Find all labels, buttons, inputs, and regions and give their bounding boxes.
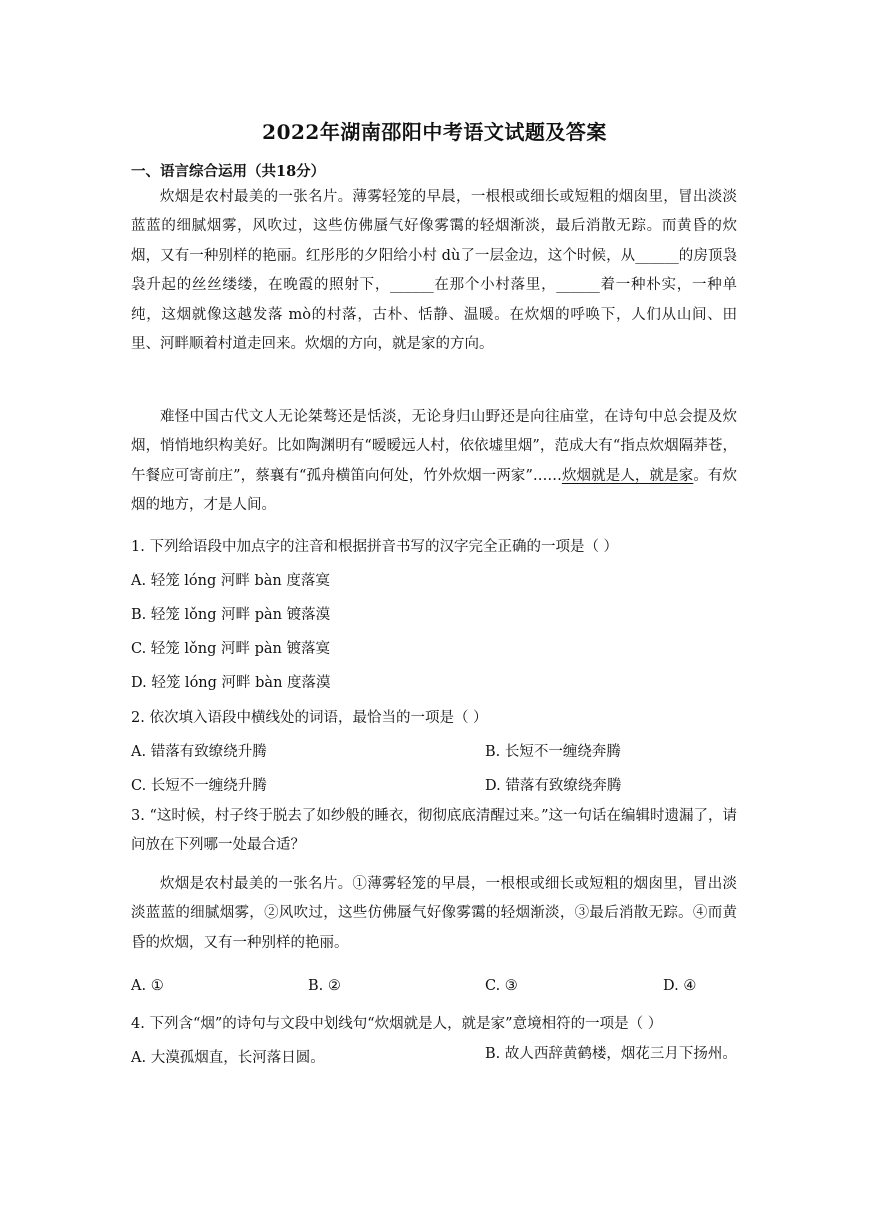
question-3-option-d: D. ④ bbox=[663, 978, 697, 994]
question-1-option-a: A. 轻笼 lóng 河畔 bàn 度落寞 bbox=[131, 573, 330, 589]
passage-paragraph-2-end: 。有炊烟的地方，才是人间。 bbox=[131, 467, 737, 514]
question-1-option-b: B. 轻笼 lǒng 河畔 pàn 镀落漠 bbox=[131, 607, 331, 623]
question-3-option-b: B. ② bbox=[308, 978, 341, 994]
question-3-stem: 3. “这时候，村子终于脱去了如纱般的睡衣，彻彻底底清醒过来。”这一句话在编辑时遗漏了，请问放在下列哪一处最合适？ bbox=[131, 808, 738, 854]
passage-paragraph-1: 炊烟是农村最美的一张名片。薄雾轻笼的早晨，一根根或细长或短粗的烟囱里，冒出淡淡蓝蓝的细腻烟雾，风吹过，这些仿佛蜃气好像雾霭的轻烟渐淡，最后消散无踪。而黄昏的炊烟，又有一种别样的艳丽。红彤彤的夕阳给小村 dù了一层金边，这个时候，从______的房顶袅袅升起的丝丝缕缕，在晚霞的照射下，______在那个小村落里，______着一种朴实，一种单纯，这烟就像这越发落 mò的村落，古朴、恬静、温暖。在炊烟的呼唤下，人们从山间、田里、河畔顺着村道走回来。炊烟的方向，就是家的方向。 bbox=[131, 189, 737, 353]
section-heading: 一、语言综合运用（共18分） bbox=[131, 163, 326, 180]
question-4-option-a: A. 大漠孤烟直，长河落日圆。 bbox=[131, 1050, 325, 1066]
passage-paragraph-2-text: 难怪中国古代文人无论桀骜还是恬淡，无论身归山野还是向往庙堂，在诗句中总会提及炊烟，悄悄地织构美好。比如陶渊明有“暧暧远人村，依依墟里烟”，范成大有“指点炊烟隔莽苍，午餐应可寄前庄”，蔡襄有“孤舟横笛向何处，竹外炊烟一两家”…… bbox=[131, 409, 737, 484]
question-3-option-c: C. ③ bbox=[485, 978, 518, 994]
passage-paragraph-2 bbox=[131, 403, 737, 521]
question-1-option-c: C. 轻笼 lǒng 河畔 pàn 镀落寞 bbox=[131, 641, 330, 657]
question-2-option-a: A. 错落有致缭绕升腾 bbox=[131, 744, 267, 760]
document-title: 2022年湖南邵阳中考语文试题及答案 bbox=[262, 120, 607, 144]
question-2-stem: 2. 依次填入语段中横线处的词语，最恰当的一项是（ ） bbox=[131, 710, 488, 726]
question-2-option-c: C. 长短不一缠绕升腾 bbox=[131, 778, 267, 794]
question-2-option-b: B. 长短不一缠绕奔腾 bbox=[485, 744, 621, 760]
question-3-passage: 炊烟是农村最美的一张名片。①薄雾轻笼的早晨，一根根或细长或短粗的烟囱里，冒出淡淡蓝蓝的细腻烟雾，②风吹过，这些仿佛蜃气好像雾霭的轻烟渐淡，③最后消散无踪。④而黄昏的炊烟，又有一种别样的艳丽。 bbox=[131, 876, 737, 951]
question-1-option-d: D. 轻笼 lóng 河畔 bàn 度落漠 bbox=[131, 675, 331, 691]
question-2-option-d: D. 错落有致缭绕奔腾 bbox=[485, 778, 622, 794]
question-4-stem: 4. 下列含“烟”的诗句与文段中划线句“炊烟就是人，就是家”意境相符的一项是（ ） bbox=[131, 1016, 663, 1032]
underlined-sentence: 炊烟就是人，就是家 bbox=[561, 467, 694, 484]
question-4-option-b: B. 故人西辞黄鹤楼，烟花三月下扬州。 bbox=[485, 1046, 737, 1062]
question-3-option-a: A. ① bbox=[131, 978, 164, 994]
question-1-stem: 1. 下列给语段中加点字的注音和根据拼音书写的汉字完全正确的一项是（ ） bbox=[131, 539, 619, 555]
